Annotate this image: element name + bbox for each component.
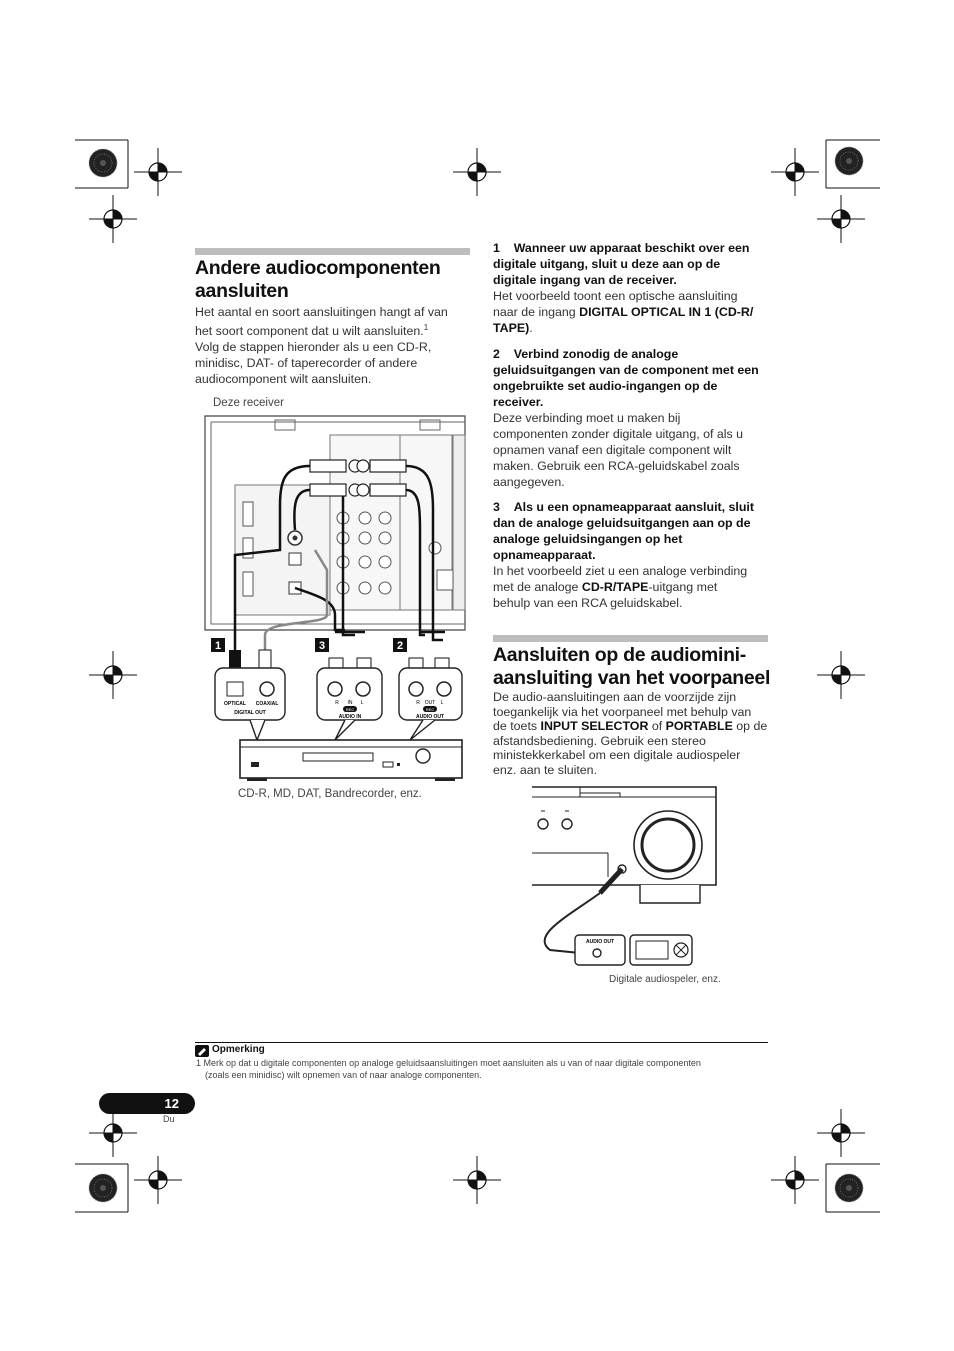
svg-text:AUDIO IN: AUDIO IN	[338, 714, 362, 720]
front-panel-diagram	[530, 785, 725, 970]
step-2: 2 Verbind zonodig de analoge geluidsuitgangen van de component met een ongebruikte set audio-ingangen op de receiver. Deze verbinding moet u maken bij componenten zonder digitale uitgang, of als u opnamen vanaf een digitale component wilt maken. Gebruik een RCA-geluidskabel zoals aangegeven.	[493, 347, 759, 489]
svg-text:AUDIO OUT: AUDIO OUT	[415, 714, 445, 720]
player-caption: Digitale audiospeler, enz.	[609, 974, 721, 985]
step-1: 1 Wanneer uw apparaat beschikt over een digitale uitgang, sluit u deze aan op de digitale ingang van de receiver. Het voorbeeld toont een optische aansluiting naar de ingang DIGITAL OPTICAL IN 1 (CD-R/ TAPE).	[493, 241, 754, 335]
note-title: Opmerking	[212, 1044, 265, 1055]
svg-text:REC: REC	[345, 707, 355, 712]
intro-text: Het aantal en soort aansluitingen hangt af van het soort component dat u wilt aansluiten.$^1$ Volg de stappen hieronder als u een CD-R, minidisc, DAT- of taperecorder of andere audiocomponent wilt aansluiten.	[195, 305, 448, 387]
language-code: Du	[163, 1114, 175, 1124]
svg-text:REC: REC	[425, 707, 435, 712]
svg-text:OUT: OUT	[424, 700, 436, 706]
section-bar	[493, 635, 768, 642]
callout-2: 2	[396, 640, 404, 652]
svg-text:DIGITAL OUT: DIGITAL OUT	[234, 710, 266, 716]
note-rule	[195, 1042, 768, 1043]
svg-text:OPTICAL: OPTICAL	[224, 701, 246, 707]
section2-text: De audio-aansluitingen aan de voorzijde zijn toegankelijk via het voorpaneel met behulp van de toets INPUT SELECTOR of PORTABLE op de afstandsbediening. Gebruik een stereo ministekkerkabel om een digitale audiospeler enz. aan te sluiten.	[493, 690, 768, 777]
callout-1: 1	[214, 640, 222, 652]
device-caption: CD-R, MD, DAT, Bandrecorder, enz.	[238, 788, 422, 800]
callout-3: 3	[318, 640, 326, 652]
page-number: 12	[99, 1093, 195, 1114]
section-title: Andere audiocomponenten aansluiten	[195, 257, 441, 302]
audio-out-label: AUDIO OUT	[585, 939, 615, 945]
svg-text:IN: IN	[347, 700, 353, 706]
svg-text:L: L	[360, 700, 364, 706]
step-3: 3 Als u een opnameapparaat aansluit, sluit dan de analoge geluidsuitgangen aan op de analoge geluidsingangen op het opnameapparaat. In het voorbeeld ziet u een analoge verbinding met de analoge CD-R/TAPE-uitgang met behulp van een RCA geluidskabel.	[493, 500, 754, 610]
svg-text:COAXIAL: COAXIAL	[255, 701, 279, 707]
section-bar	[195, 248, 470, 255]
note-text: 1 Merk op dat u digitale componenten op analoge geluidsaansluitingen moet aansluiten als u van of naar digitale componenten (zoals een minidisc) wilt opnemen van of naar analoge componenten.	[196, 1058, 701, 1080]
note-pencil-icon	[195, 1045, 209, 1057]
section-title: Aansluiten op de audiomini- aansluiting van het voorpaneel	[493, 644, 771, 689]
svg-text:R: R	[416, 700, 420, 706]
svg-text:R: R	[335, 700, 339, 706]
svg-text:L: L	[440, 700, 444, 706]
receiver-caption: Deze receiver	[213, 397, 284, 409]
connection-diagram	[195, 410, 470, 790]
